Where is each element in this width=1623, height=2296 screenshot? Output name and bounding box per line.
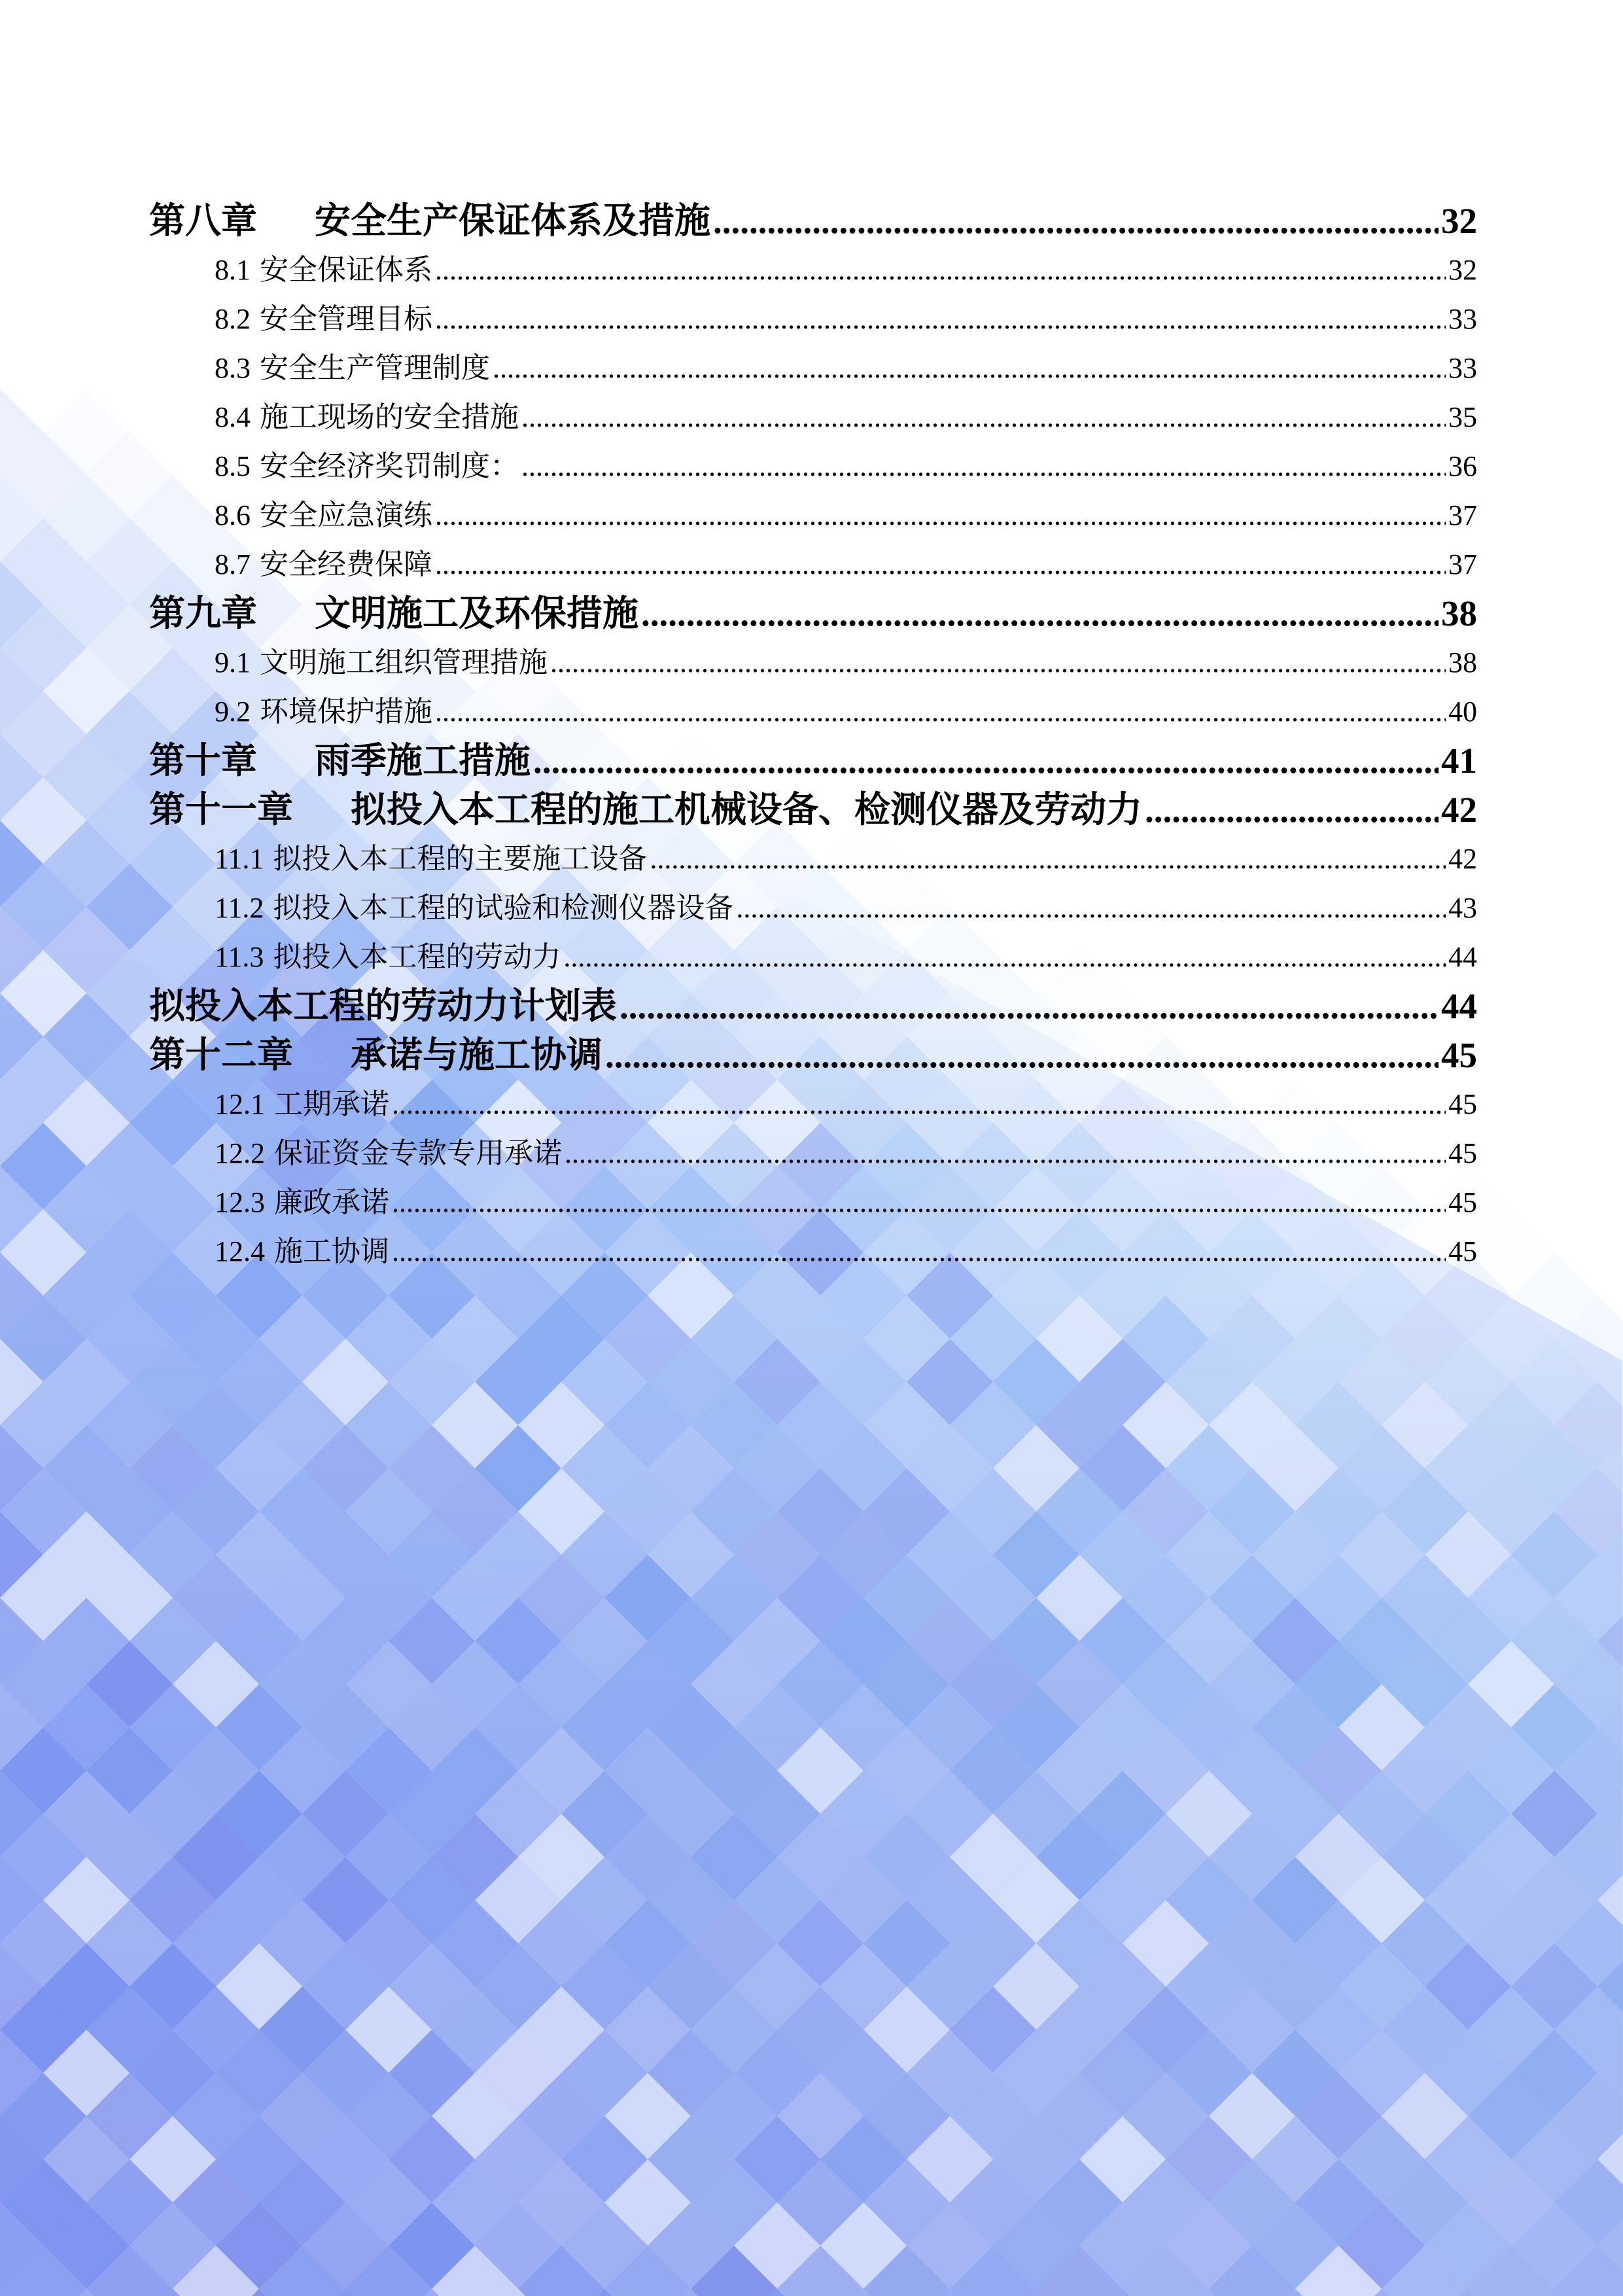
toc-section-entry[interactable] [149, 1129, 1477, 1178]
dot-leader [650, 834, 1446, 883]
toc-entry-number: 12.1 [215, 1088, 265, 1120]
toc-entry-title: 拟投入本工程的试验和检测仪器设备 [273, 892, 734, 924]
toc-entry-number: 第十一章 [149, 790, 294, 830]
dot-leader [435, 491, 1446, 540]
toc-page-number: 37 [1448, 548, 1477, 580]
toc-page-number: 35 [1448, 401, 1477, 433]
toc-page-number: 43 [1448, 892, 1477, 924]
toc-section-entry[interactable] [149, 687, 1477, 736]
toc-entry-number: 12.3 [215, 1186, 265, 1218]
toc-page-number: 37 [1448, 499, 1477, 531]
toc-entry-title: 雨季施工措施 [315, 741, 531, 781]
dot-leader [435, 540, 1446, 589]
toc-section-entry[interactable] [149, 393, 1477, 442]
dot-leader [521, 393, 1446, 442]
toc-section-entry[interactable] [149, 245, 1477, 294]
toc-entry-number: 第十章 [149, 741, 258, 781]
dot-leader [605, 1031, 1439, 1080]
dot-leader [565, 1129, 1446, 1178]
toc-entry-title: 承诺与施工协调 [351, 1035, 603, 1075]
dot-leader [392, 1080, 1446, 1129]
toc-entry-title: 文明施工组织管理措施 [260, 646, 548, 679]
toc-entry-number: 11.1 [215, 843, 264, 875]
dot-leader [641, 589, 1439, 638]
dot-leader [1145, 785, 1439, 834]
toc-entry-number: 8.6 [215, 499, 251, 531]
toc-entry-title: 拟投入本工程的劳动力 [273, 941, 561, 973]
toc-entry-title: 施工协调 [274, 1235, 389, 1267]
toc-entry-number: 第八章 [149, 201, 258, 241]
dot-leader [493, 344, 1446, 393]
toc-page-number: 33 [1448, 303, 1477, 335]
toc-entry-title: 廉政承诺 [274, 1186, 389, 1218]
toc-page-number: 32 [1441, 201, 1477, 241]
toc-page-number: 45 [1448, 1137, 1477, 1169]
toc-page-number: 32 [1448, 254, 1477, 286]
toc-entry-title: 安全经费保障 [260, 548, 432, 580]
toc-entry-number: 8.4 [215, 401, 251, 433]
dot-leader [620, 981, 1439, 1031]
toc-page-number: 44 [1441, 986, 1477, 1026]
toc-chapter-entry[interactable] [149, 785, 1477, 834]
toc-entry-title: 工期承诺 [274, 1088, 389, 1120]
dot-leader [392, 1227, 1446, 1276]
toc-entry-number: 8.2 [215, 303, 251, 335]
toc-section-entry[interactable] [149, 834, 1477, 883]
toc-entry-title: 拟投入本工程的主要施工设备 [273, 843, 648, 875]
dot-leader [550, 638, 1446, 687]
toc-page-number: 36 [1448, 450, 1477, 482]
toc-entry-title: 施工现场的安全措施 [260, 401, 519, 433]
toc-entry-number: 12.4 [215, 1235, 265, 1267]
toc-chapter-entry[interactable] [149, 736, 1477, 785]
toc-page-number: 40 [1448, 696, 1477, 728]
toc-entry-number: 8.5 [215, 450, 251, 482]
dot-leader [435, 294, 1446, 344]
toc-page-number: 38 [1448, 646, 1477, 679]
toc-entry-number: 12.2 [215, 1137, 265, 1169]
toc-page-number: 33 [1448, 352, 1477, 384]
toc-entry-number: 11.2 [215, 892, 264, 924]
toc-entry-number: 9.1 [215, 646, 251, 679]
dot-leader [392, 1178, 1446, 1227]
toc-section-entry[interactable] [149, 540, 1477, 589]
toc-section-entry[interactable] [149, 883, 1477, 932]
toc-section-entry[interactable] [149, 344, 1477, 393]
toc-entry-title: 拟投入本工程的施工机械设备、检测仪器及劳动力 [351, 790, 1143, 830]
toc-entry-number: 9.2 [215, 696, 251, 728]
toc-entry-number: 11.3 [215, 941, 264, 973]
toc-page-number: 45 [1448, 1186, 1477, 1218]
toc-entry-title: 保证资金专款专用承诺 [274, 1137, 562, 1169]
toc-entry-title: 安全生产保证体系及措施 [315, 201, 711, 241]
toc-chapter-entry[interactable] [149, 981, 1477, 1031]
toc-entry-title: 安全应急演练 [260, 499, 432, 531]
dot-leader [521, 442, 1446, 491]
toc-entry-title: 拟投入本工程的劳动力计划表 [149, 986, 618, 1026]
toc-section-entry[interactable] [149, 442, 1477, 491]
dot-leader [533, 736, 1439, 785]
toc-page-number: 42 [1441, 790, 1477, 830]
table-of-contents [149, 196, 1477, 1276]
toc-entry-title: 安全经济奖罚制度： [260, 450, 519, 482]
toc-page-number: 41 [1441, 741, 1477, 781]
toc-chapter-entry[interactable] [149, 589, 1477, 638]
toc-entry-title: 安全保证体系 [260, 254, 432, 286]
toc-section-entry[interactable] [149, 1080, 1477, 1129]
dot-leader [435, 245, 1446, 294]
toc-entry-title: 安全管理目标 [260, 303, 432, 335]
toc-entry-number: 8.7 [215, 548, 251, 580]
toc-page-number: 44 [1448, 941, 1477, 973]
toc-section-entry[interactable] [149, 491, 1477, 540]
toc-page-number: 45 [1448, 1088, 1477, 1120]
dot-leader [713, 196, 1439, 245]
toc-page-number: 38 [1441, 593, 1477, 633]
dot-leader [435, 687, 1446, 736]
toc-chapter-entry[interactable] [149, 196, 1477, 245]
toc-entry-title: 安全生产管理制度 [260, 352, 490, 384]
dot-leader [736, 883, 1446, 932]
toc-section-entry[interactable] [149, 1227, 1477, 1276]
toc-page-number: 45 [1441, 1035, 1477, 1075]
toc-page-number: 45 [1448, 1235, 1477, 1267]
toc-section-entry[interactable] [149, 932, 1477, 981]
toc-entry-title: 文明施工及环保措施 [315, 593, 639, 633]
toc-entry-number: 第九章 [149, 593, 258, 633]
toc-entry-number: 8.1 [215, 254, 251, 286]
toc-entry-number: 第十二章 [149, 1035, 294, 1075]
toc-section-entry[interactable] [149, 638, 1477, 687]
toc-chapter-entry[interactable] [149, 1031, 1477, 1080]
dot-leader [563, 932, 1446, 981]
toc-page-number: 42 [1448, 843, 1477, 875]
toc-entry-number: 8.3 [215, 352, 251, 384]
toc-section-entry[interactable] [149, 1178, 1477, 1227]
toc-section-entry[interactable] [149, 294, 1477, 344]
toc-entry-title: 环境保护措施 [260, 696, 432, 728]
